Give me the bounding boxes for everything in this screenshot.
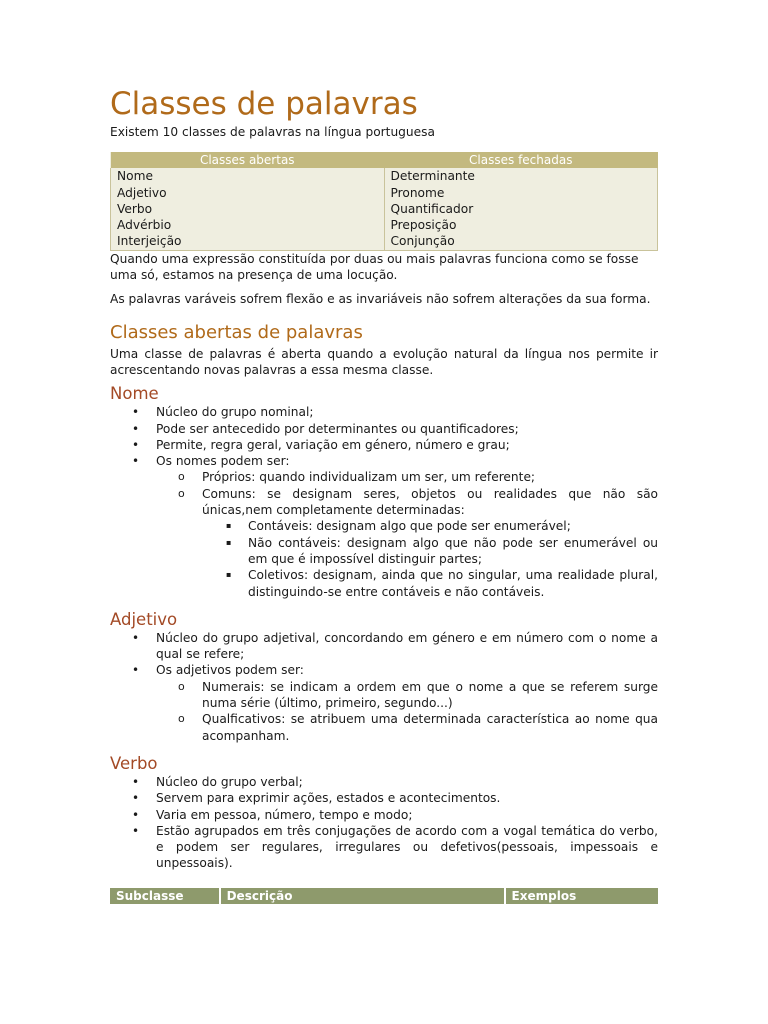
list-item: o Comuns: se designam seres, objetos ou realidades que não são únicas,nem completamente determinadas: ▪ Contáveis: designam algo que pode ser enumerável; ▪ Não contáveis: designam algo que não pode ser enumerável ou em que é impossível distinguir partes; ▪ Coletivos: designam, ainda que no singular, uma realidade plural, distinguindo-se entre contáveis e não contáveis. bbox=[110, 486, 658, 600]
square-marker: ▪ bbox=[226, 537, 232, 547]
list-item: • Varia em pessoa, número, tempo e modo; bbox=[132, 807, 413, 822]
paragraph-variaveis: As palavras varáveis sofrem flexão e as invariáveis não sofrem alterações da sua forma. bbox=[110, 292, 651, 307]
list-item: • Núcleo do grupo nominal; bbox=[132, 405, 314, 420]
list-item: Adjetivo bbox=[117, 185, 167, 200]
classes-abertas-cell bbox=[111, 168, 385, 250]
list-item: o Numerais: se indicam a ordem em que o nome a que se referem surge numa série (último, primeiro, segundo...) bbox=[178, 679, 658, 711]
list-item: Quantificador bbox=[390, 201, 474, 216]
document-body bbox=[110, 84, 658, 904]
bullet-marker: • bbox=[132, 774, 140, 789]
list-item: • Os nomes podem ser: o Próprios: quando individualizam um ser, um referente; o Comuns: se designam seres, objetos ou realidades que não são únicas,nem completamente determinadas: ▪ Contáveis: designam algo que pode ser enumerável; ▪ Não contáveis: designam algo que não pode ser enumerável ou em que é impossível distinguir partes; ▪ Coletivos: designam, ainda que no singular, uma realidade plural, distinguindo-se entre contáveis e não contáveis. bbox=[110, 453, 658, 600]
list-item: Verbo bbox=[117, 201, 153, 216]
verbo-subclasses-table bbox=[110, 888, 658, 904]
list-item: • Os adjetivos podem ser: o Numerais: se indicam a ordem em que o nome a que se referem surge numa série (último, primeiro, segundo...) o Qualficativos: se atribuem uma determinada característica ao nome qua acompanham. bbox=[110, 662, 658, 743]
list-item: o Qualficativos: se atribuem uma determinada característica ao nome qua acompanham. bbox=[178, 712, 658, 743]
list-item: • Estão agrupados em três conjugações de acordo com a vogal temática do verbo, e podem ser regulares, irregulares ou defetivos(pessoais, impessoais e unpessoais). bbox=[132, 823, 658, 871]
header-descricao: Descrição bbox=[220, 888, 505, 904]
bullet-marker: • bbox=[132, 421, 140, 436]
circle-marker: o bbox=[178, 712, 185, 726]
list-item: Preposição bbox=[390, 218, 457, 233]
list-item: ▪ Não contáveis: designam algo que não pode ser enumerável ou em que é impossível distinguir partes; bbox=[226, 535, 658, 566]
circle-marker: o bbox=[178, 486, 185, 500]
header-subclasse: Subclasse bbox=[110, 888, 220, 904]
heading-adjetivo: Adjetivo bbox=[110, 609, 178, 629]
list-item: Determinante bbox=[390, 169, 475, 184]
list-item: • Permite, regra geral, variação em género, número e grau; bbox=[132, 437, 510, 452]
nome-subsublist bbox=[202, 518, 658, 599]
circle-marker: o bbox=[178, 470, 185, 484]
list-item: Pronome bbox=[390, 185, 445, 200]
document-subtitle: Existem 10 classes de palavras na língua portuguesa bbox=[110, 125, 435, 139]
nome-list bbox=[110, 404, 658, 600]
bullet-marker: • bbox=[132, 437, 140, 452]
bullet-marker: • bbox=[132, 630, 140, 645]
bullet-marker: • bbox=[132, 791, 140, 806]
list-item: Advérbio bbox=[117, 218, 172, 233]
paragraph-classes-abertas: Uma classe de palavras é aberta quando a evolução natural da língua nos permite ir acrescentando novas palavras a essa mesma classe. bbox=[110, 346, 658, 377]
bullet-marker: • bbox=[132, 807, 140, 822]
header-exemplos: Exemplos bbox=[505, 888, 658, 904]
list-item: o Próprios: quando individualizam um ser, um referente; bbox=[178, 470, 536, 485]
nome-sublist bbox=[156, 469, 658, 599]
list-item: Nome bbox=[117, 169, 153, 184]
adjetivo-sublist bbox=[156, 679, 658, 744]
classes-fechadas-cell bbox=[384, 168, 658, 250]
bullet-marker: • bbox=[132, 405, 140, 420]
verbo-list bbox=[110, 774, 658, 872]
list-item: Interjeição bbox=[117, 234, 182, 249]
square-marker: ▪ bbox=[226, 570, 232, 580]
paragraph-locucao: Quando uma expressão constituída por duas ou mais palavras funciona como se fosse uma só, estamos na presença de uma locução. bbox=[110, 251, 639, 283]
list-item: ▪ Contáveis: designam algo que pode ser enumerável; bbox=[226, 519, 571, 534]
heading-verbo: Verbo bbox=[110, 753, 158, 773]
list-item: • Servem para exprimir ações, estados e acontecimentos. bbox=[132, 791, 501, 806]
circle-marker: o bbox=[178, 679, 185, 693]
classes-table bbox=[110, 152, 658, 250]
adjetivo-list bbox=[110, 630, 658, 744]
heading-nome: Nome bbox=[110, 384, 159, 404]
bullet-marker: • bbox=[132, 663, 140, 678]
list-item: ▪ Coletivos: designam, ainda que no singular, uma realidade plural, distinguindo-se entre contáveis e não contáveis. bbox=[226, 568, 658, 599]
heading-classes-abertas: Classes abertas de palavras bbox=[110, 321, 363, 343]
document-title: Classes de palavras bbox=[110, 86, 418, 122]
bullet-marker: • bbox=[132, 823, 140, 838]
list-item: • Núcleo do grupo verbal; bbox=[132, 774, 303, 789]
list-item: Conjunção bbox=[390, 234, 455, 249]
list-item: • Núcleo do grupo adjetival, concordando em género e em número com o nome a qual se refere; bbox=[132, 630, 658, 662]
bullet-marker: • bbox=[132, 454, 140, 469]
list-item: • Pode ser antecedido por determinantes ou quantificadores; bbox=[132, 421, 519, 436]
header-classes-fechadas: Classes fechadas bbox=[384, 152, 658, 168]
square-marker: ▪ bbox=[226, 521, 232, 531]
header-classes-abertas: Classes abertas bbox=[111, 152, 385, 168]
